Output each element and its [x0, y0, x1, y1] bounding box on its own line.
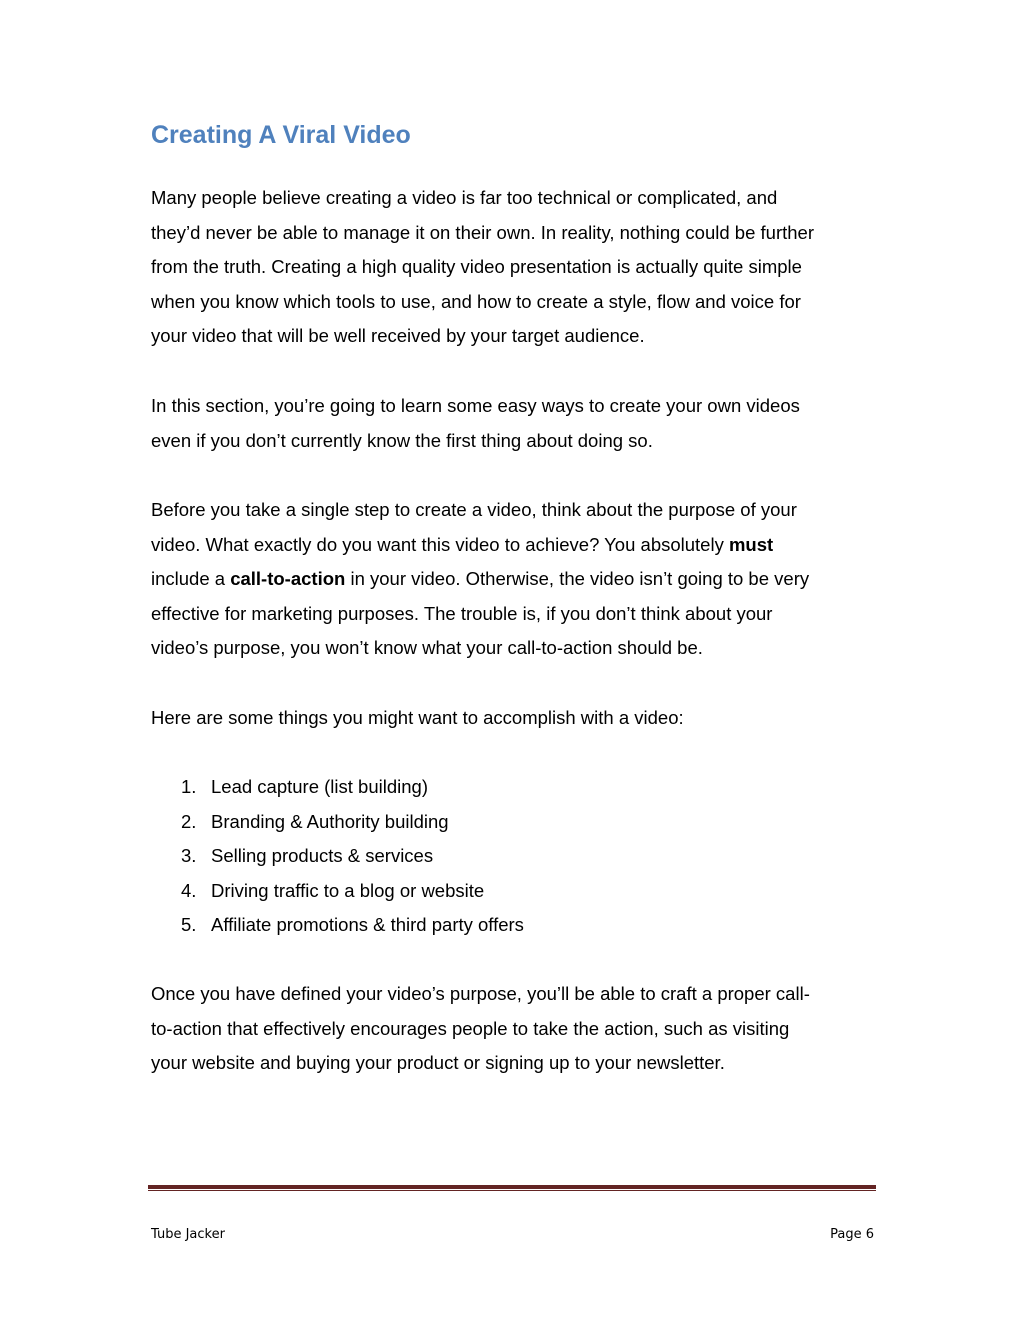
paragraph-line — [151, 562, 891, 597]
list-number: 5. — [181, 914, 197, 936]
emphasis-must: must — [728, 533, 774, 555]
footer-page-number: Page 6 — [830, 1227, 874, 1242]
list-item — [181, 908, 524, 943]
list-item — [181, 874, 524, 909]
paragraph-intro — [151, 181, 891, 354]
paragraph-line: from the truth. Creating a high quality video presentation is actually quite simple — [151, 256, 802, 278]
paragraph-line: Before you take a single step to create a video, think about the purpose of your — [151, 499, 797, 520]
emphasis-call-to-action: call-to-action — [230, 568, 346, 590]
goals-list — [181, 770, 524, 943]
list-item-text: Lead capture (list building) — [211, 776, 428, 797]
list-item — [181, 839, 524, 874]
paragraph-line: Here are some things you might want to accomplish with a video: — [151, 707, 684, 728]
paragraph-line: to-action that effectively encourages people to take the action, such as visiting — [151, 1017, 790, 1039]
paragraph-conclusion — [151, 977, 891, 1081]
footer-divider-thin — [148, 1190, 876, 1191]
paragraph-line — [151, 528, 891, 563]
paragraph-text: in your video. Otherwise, the video isn’t going to be very — [345, 568, 810, 590]
list-item-text: Selling products & services — [211, 845, 434, 867]
list-number: 4. — [181, 879, 197, 901]
paragraph-line: Many people believe creating a video is far too technical or complicated, and — [151, 187, 778, 208]
paragraph-purpose — [151, 493, 891, 666]
paragraph-line: they’d never be able to manage it on their own. In reality, nothing could be further — [151, 221, 814, 243]
paragraph-line: even if you don’t currently know the first thing about doing so. — [151, 429, 653, 451]
paragraph-line: video’s purpose, you won’t know what your call-to-action should be. — [151, 637, 703, 659]
footer-book-title: Tube Jacker — [151, 1227, 225, 1242]
page-body — [151, 118, 881, 152]
page-title: Creating A Viral Video — [151, 121, 411, 149]
paragraph-line: effective for marketing purposes. The trouble is, if you don’t think about your — [151, 602, 773, 624]
paragraph-line: your video that will be well received by your target audience. — [151, 325, 645, 347]
paragraph-line: your website and buying your product or signing up to your newsletter. — [151, 1052, 725, 1074]
list-item-text: Affiliate promotions & third party offers — [211, 914, 524, 936]
list-number: 1. — [181, 776, 197, 797]
list-item — [181, 805, 524, 840]
footer-divider — [148, 1184, 876, 1192]
paragraph-text: include a — [151, 568, 231, 590]
list-item-text: Driving traffic to a blog or website — [211, 879, 485, 901]
paragraph-line: when you know which tools to use, and how to create a style, flow and voice for — [151, 290, 801, 312]
paragraph-line: Once you have defined your video’s purpose, you’ll be able to craft a proper call- — [151, 983, 810, 1004]
paragraph-section-overview — [151, 389, 891, 458]
list-item-text: Branding & Authority building — [211, 810, 449, 832]
paragraph-list-intro — [151, 701, 891, 736]
list-number: 3. — [181, 845, 197, 867]
list-number: 2. — [181, 810, 197, 832]
paragraph-line: In this section, you’re going to learn some easy ways to create your own videos — [151, 395, 800, 416]
footer-divider-thick — [148, 1185, 876, 1189]
list-item — [181, 770, 524, 805]
paragraph-text: video. What exactly do you want this video to achieve? You absolutely — [151, 533, 729, 555]
